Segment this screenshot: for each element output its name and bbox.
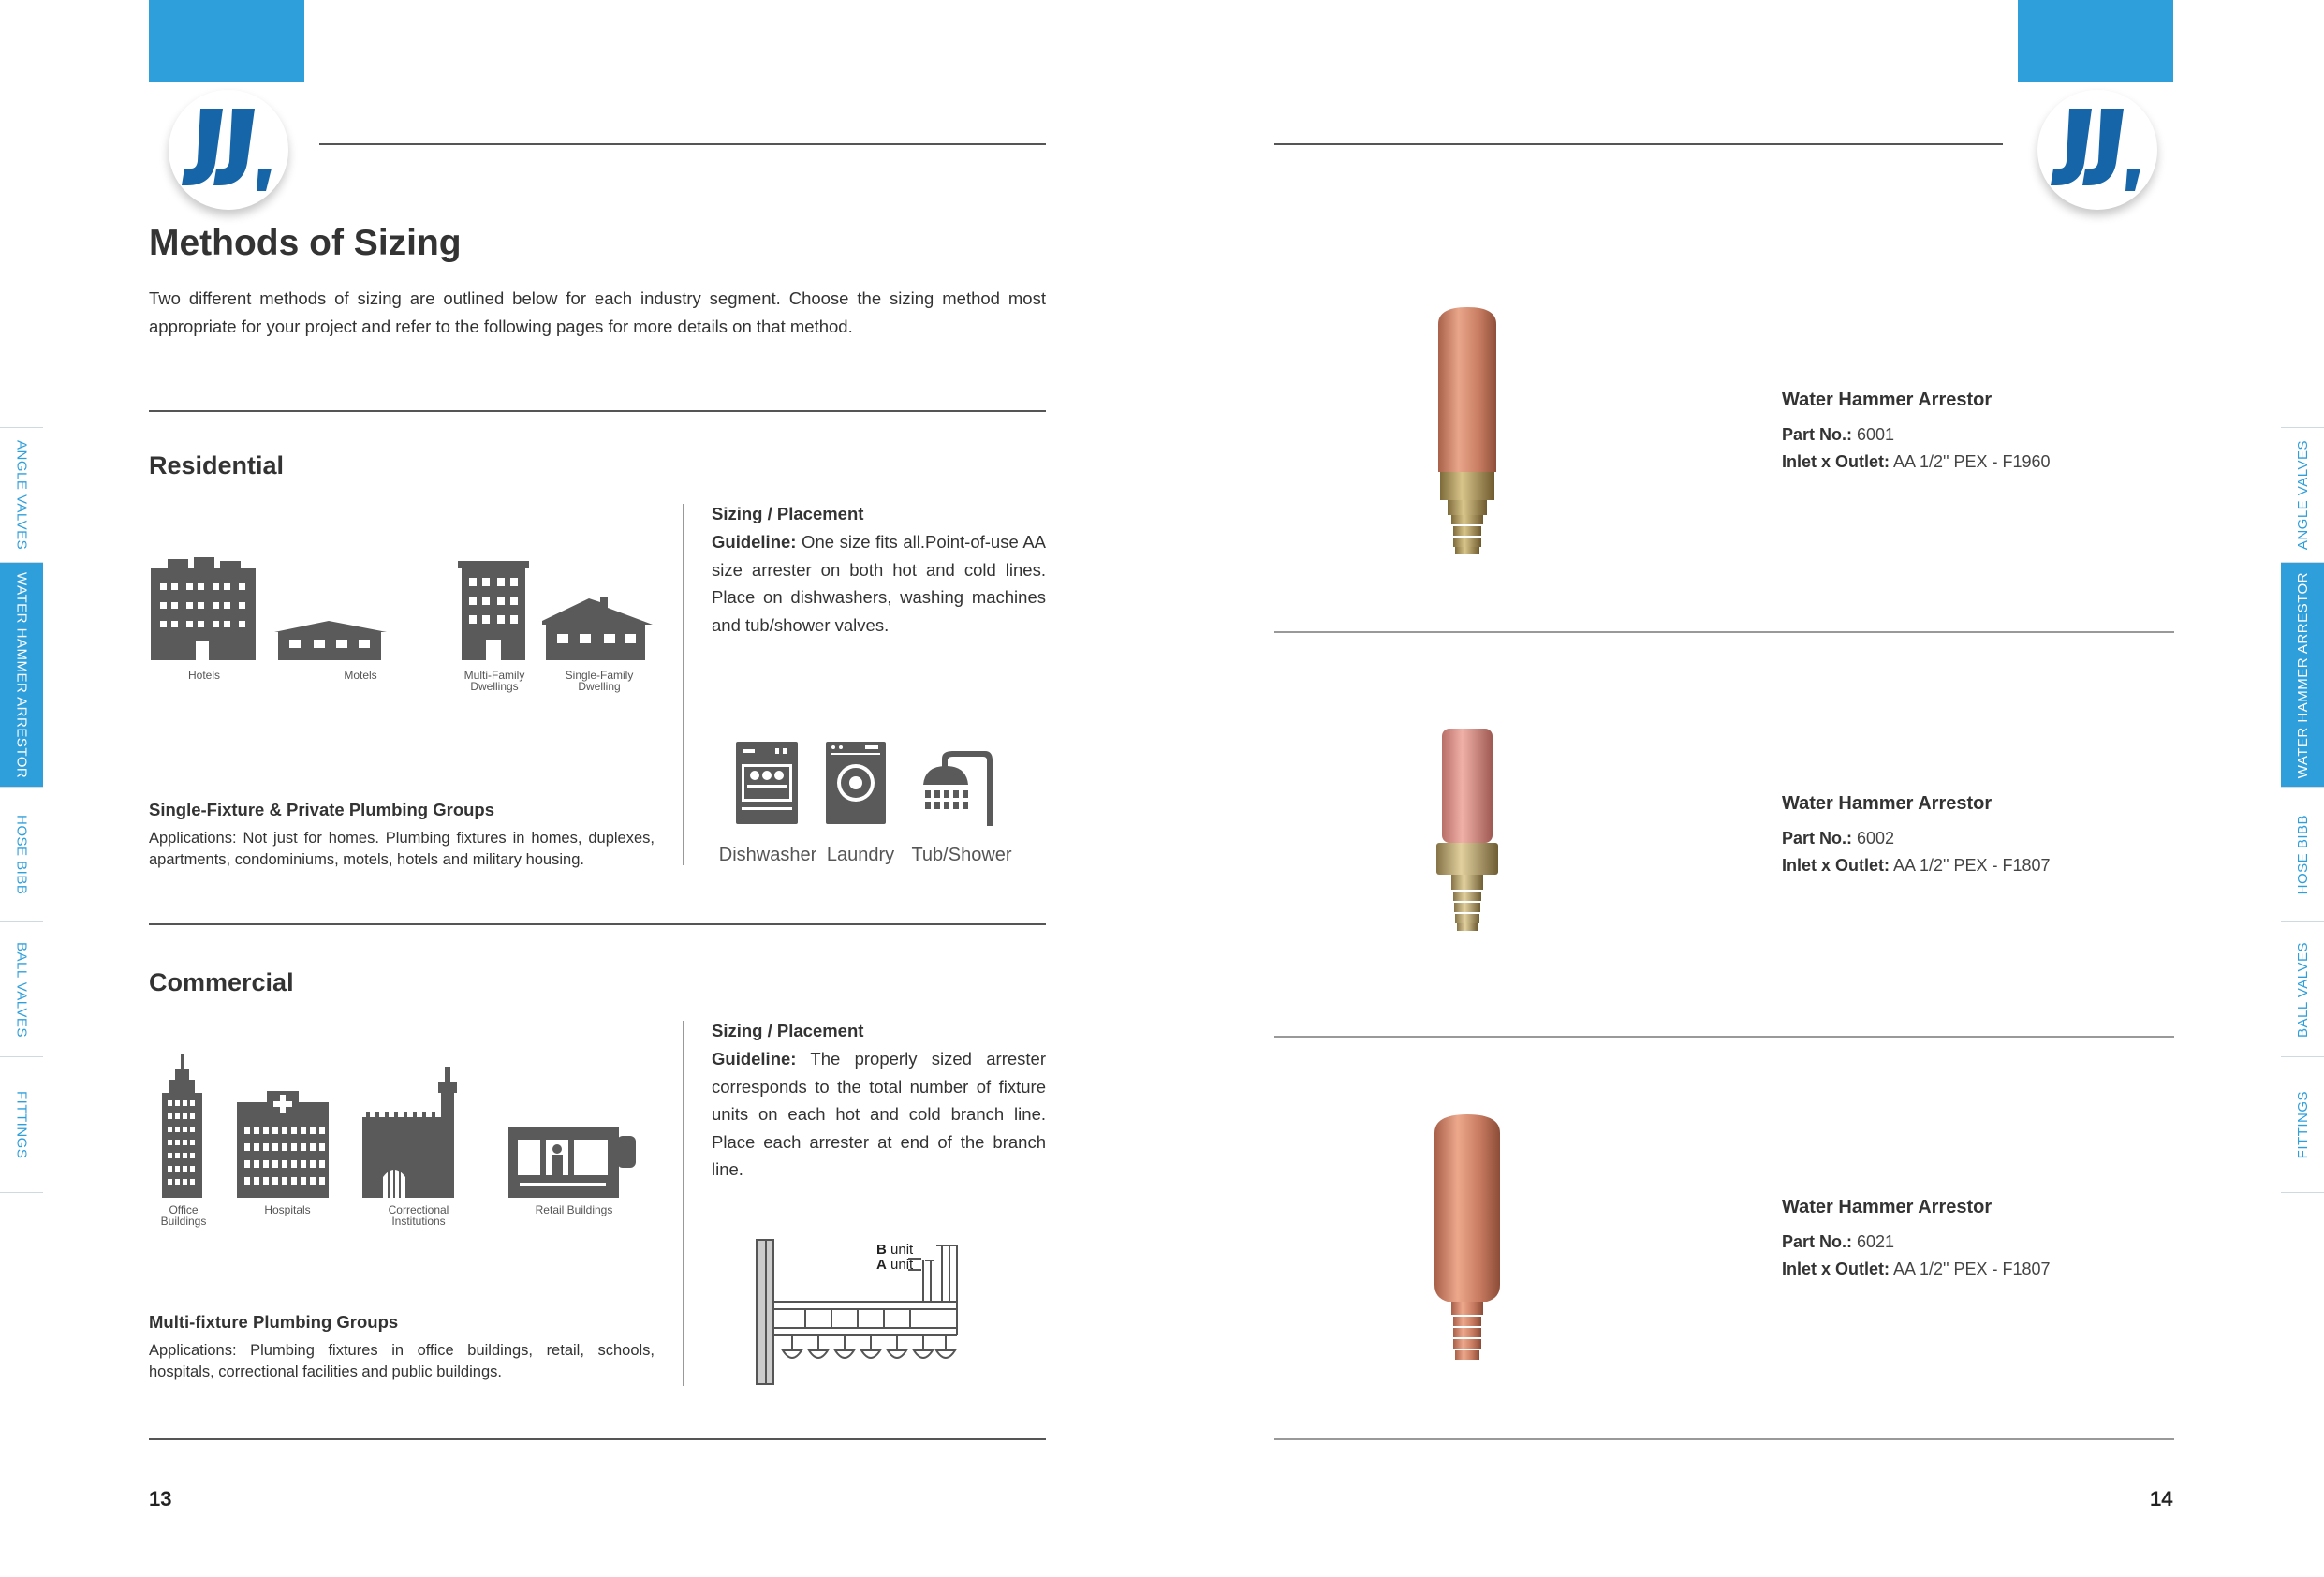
product-title: Water Hammer Arrestor	[1782, 390, 1993, 410]
side-tab-label: HOSE BIBB	[2294, 815, 2311, 895]
commercial-heading: Commercial	[149, 968, 294, 996]
residential-heading: Residential	[149, 451, 285, 479]
office-icon	[162, 1054, 202, 1198]
b-unit-text: unit	[886, 1242, 914, 1258]
side-tab-angle-valves[interactable]	[2281, 427, 2324, 563]
side-tab-label: FITTINGS	[2294, 1090, 2311, 1159]
caption-hotels: Hotels	[187, 669, 220, 682]
side-tab-fittings[interactable]	[2281, 1056, 2324, 1193]
logo-jj-icon	[2037, 90, 2157, 210]
caption-multi-family: Multi-Family Dwellings	[463, 669, 525, 693]
side-tab-ball-valves[interactable]	[2281, 921, 2324, 1057]
caption-hospitals: Hospitals	[264, 1203, 311, 1216]
part-value: 6001	[1852, 425, 1895, 444]
left-logo	[169, 90, 288, 210]
side-tab-angle-valves[interactable]	[0, 427, 43, 563]
commercial-group-title: Multi-fixture Plumbing Groups	[149, 1312, 399, 1332]
guideline-label: Guideline:	[712, 1049, 797, 1069]
logo-jj-icon	[169, 90, 288, 210]
divider	[1274, 1036, 2174, 1038]
divider	[1274, 631, 2174, 633]
divider	[1274, 1438, 2174, 1440]
residential-divider	[683, 504, 684, 865]
part-label: Part No.:	[1782, 1232, 1853, 1251]
caption-motels: Motels	[344, 669, 377, 682]
io-label: Inlet x Outlet:	[1782, 452, 1890, 471]
b-unit-label	[876, 1242, 913, 1258]
residential-sizing-title: Sizing / Placement	[712, 504, 864, 523]
side-tab-water-hammer-arrestor[interactable]	[2281, 562, 2324, 788]
page-number-left: 13	[149, 1487, 172, 1511]
commercial-buildings	[154, 1054, 660, 1199]
commercial-applications: Applications: Plumbing fixtures in office buildings, retail, schools, hospitals, correctional facilities and public buildings.	[149, 1342, 655, 1380]
residential-guideline	[712, 528, 1046, 639]
caption-office: Office Buildings	[160, 1203, 207, 1228]
part-label: Part No.:	[1782, 829, 1853, 847]
hospital-icon	[237, 1091, 329, 1198]
hotel-icon	[151, 557, 256, 660]
b-unit-letter: B	[876, 1242, 887, 1258]
part-value: 6021	[1852, 1232, 1895, 1251]
residential-applications: Applications: Not just for homes. Plumbing fixtures in homes, duplexes, apartments, condominiums, motels, hotels and military housing.	[149, 830, 655, 868]
dishwasher-icon	[736, 742, 798, 824]
divider	[149, 923, 1046, 925]
side-tab-hose-bibb[interactable]	[2281, 787, 2324, 922]
left-header-tab	[149, 0, 304, 82]
guideline-label: Guideline:	[712, 532, 797, 552]
io-label: Inlet x Outlet:	[1782, 1260, 1890, 1278]
side-tab-ball-valves[interactable]	[0, 921, 43, 1057]
caption-laundry: Laundry	[826, 845, 895, 865]
product-part-no	[1782, 825, 1894, 852]
side-tab-label: BALL VALVES	[13, 942, 30, 1038]
product-title: Water Hammer Arrestor	[1782, 1197, 1993, 1217]
a-unit-label	[876, 1257, 913, 1273]
multi-family-icon	[458, 561, 529, 660]
part-label: Part No.:	[1782, 425, 1853, 444]
caption-correctional: Correctional Institutions	[388, 1203, 449, 1228]
single-family-icon	[542, 597, 653, 660]
right-header-rule	[1274, 143, 2003, 145]
residential-buildings	[149, 557, 659, 670]
product-image-6021	[1427, 1111, 1508, 1365]
divider	[149, 410, 1046, 412]
caption-tub-shower: Tub/Shower	[911, 845, 1012, 865]
io-label: Inlet x Outlet:	[1782, 856, 1890, 875]
branch-diagram	[749, 1234, 974, 1390]
fixture-icons	[734, 740, 1006, 829]
side-tab-label: HOSE BIBB	[13, 815, 30, 895]
page-title: Methods of Sizing	[149, 223, 462, 263]
retail-icon	[508, 1127, 636, 1198]
side-tab-label: ANGLE VALVES	[13, 440, 30, 551]
caption-retail: Retail Buildings	[535, 1203, 613, 1216]
product-inlet-outlet	[1782, 449, 2051, 476]
side-tab-water-hammer-arrestor[interactable]	[0, 562, 43, 788]
residential-group-title: Single-Fixture & Private Plumbing Groups	[149, 800, 495, 819]
product-image-6001	[1427, 305, 1508, 558]
commercial-divider	[683, 1021, 684, 1386]
caption-dishwasher: Dishwasher	[718, 845, 817, 865]
a-unit-letter: A	[876, 1257, 887, 1273]
product-inlet-outlet	[1782, 1256, 2051, 1283]
guideline-text: One size fits all.Point-of-use AA size arrester on both hot and cold lines. Place on dishwashers, washing machines and tub/shower valves.	[712, 532, 1046, 635]
left-header-rule	[319, 143, 1046, 145]
side-tab-label: WATER HAMMER ARRESTOR	[13, 571, 30, 779]
intro-text: Two different methods of sizing are outlined below for each industry segment. Choose the sizing method most appropriate for your project and refer to the following pages for more details on that method.	[149, 288, 1046, 336]
laundry-icon	[826, 742, 886, 824]
side-tab-hose-bibb[interactable]	[0, 787, 43, 922]
side-tab-label: ANGLE VALVES	[2294, 440, 2311, 551]
product-part-no	[1782, 1229, 1894, 1256]
product-part-no	[1782, 421, 1894, 449]
product-inlet-outlet	[1782, 852, 2051, 879]
right-logo	[2037, 90, 2157, 210]
motel-icon	[274, 621, 387, 660]
prison-icon	[362, 1067, 457, 1198]
a-unit-text: unit	[886, 1257, 914, 1273]
io-value: AA 1/2" PEX - F1960	[1890, 452, 2051, 471]
side-tab-label: FITTINGS	[13, 1090, 30, 1159]
commercial-guideline	[712, 1045, 1046, 1184]
side-tab-fittings[interactable]	[0, 1056, 43, 1193]
side-tab-label: BALL VALVES	[2294, 942, 2311, 1038]
io-value: AA 1/2" PEX - F1807	[1890, 856, 2051, 875]
guideline-text: The properly sized arrester corresponds to the total number of fixture units on each hot and cold branch line. Place each arrester at end of the branch line.	[712, 1049, 1046, 1179]
commercial-sizing-title: Sizing / Placement	[712, 1021, 864, 1040]
page-number-right: 14	[2150, 1487, 2173, 1511]
right-header-tab	[2018, 0, 2173, 82]
product-image-6002	[1427, 727, 1508, 935]
divider	[149, 1438, 1046, 1440]
part-value: 6002	[1852, 829, 1895, 847]
io-value: AA 1/2" PEX - F1807	[1890, 1260, 2051, 1278]
product-title: Water Hammer Arrestor	[1782, 793, 1993, 814]
side-tab-label: WATER HAMMER ARRESTOR	[2294, 571, 2311, 779]
shower-icon	[923, 751, 993, 826]
caption-single-family: Single-Family Dwelling	[565, 669, 634, 693]
